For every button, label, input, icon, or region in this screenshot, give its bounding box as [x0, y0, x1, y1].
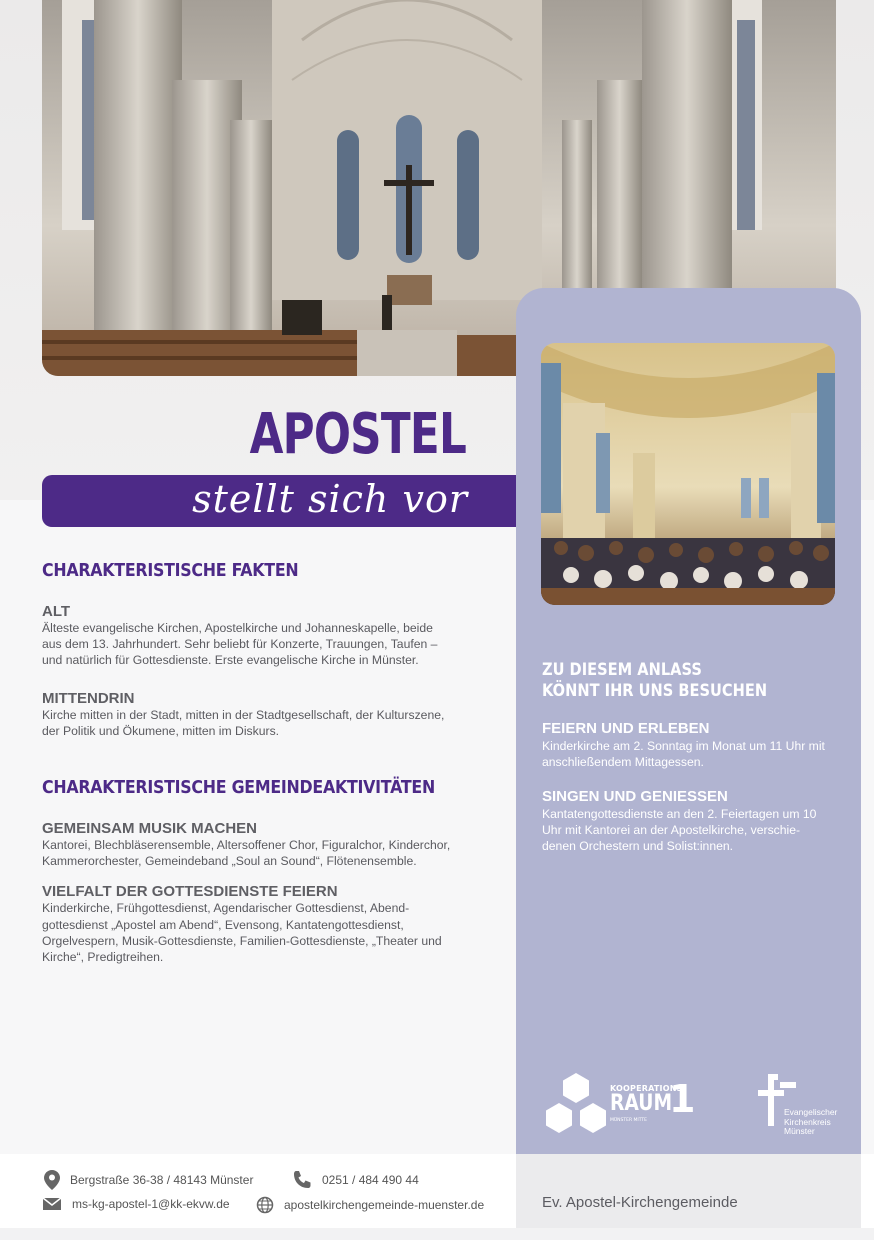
visit-text-line: Kinderkirche am 2. Sonntag im Monat um 11 Uhr mit	[542, 739, 825, 753]
footer-phone[interactable]	[292, 1170, 419, 1190]
activity-text-line: Kantorei, Blechbläserensemble, Altersoffener Chor, Figuralchor, Kinderchor,	[42, 838, 451, 853]
globe-icon	[256, 1196, 274, 1214]
page-title: APOSTEL	[249, 402, 466, 467]
kirchenkreis-logo	[758, 1074, 848, 1138]
visit-panel	[516, 288, 861, 1154]
kooperationsraum-line2: RAUM	[610, 1091, 673, 1116]
bottom-strip	[0, 1228, 874, 1240]
activity-text-line: Kinderkirche, Frühgottesdienst, Agendarischer Gottesdienst, Abend-	[42, 901, 410, 916]
congregation-photo	[541, 343, 835, 605]
fact-title: MITTENDRIN	[42, 689, 135, 707]
visit-text-line: Uhr mit Kantorei an der Apostelkirche, verschie-	[542, 823, 801, 837]
activities-heading: CHARAKTERISTISCHE GEMEINDEAKTIVITÄTEN	[42, 777, 435, 799]
fact-item-mittendrin	[42, 690, 472, 739]
visit-heading-line: KÖNNT IHR UNS BESUCHEN	[542, 681, 768, 701]
visit-text-line: anschließendem Mittagessen.	[542, 755, 704, 769]
fact-text-line: und natürlich für Gottesdienste. Erste evangelische Kirche in Münster.	[42, 653, 419, 668]
website-text: apostelkirchengemeinde-muenster.de	[284, 1198, 485, 1212]
activity-text-line: Kirche“, Predigtreihen.	[42, 950, 164, 965]
footer-address	[44, 1170, 253, 1190]
activity-title: VIELFALT DER GOTTESDIENSTE FEIERN	[42, 883, 338, 901]
activity-text-line: Orgelvespern, Musik-Gottesdienste, Familien-Gottesdienste, „Theater und	[42, 933, 442, 948]
visit-item-title: FEIERN UND ERLEBEN	[542, 720, 710, 737]
fact-item-alt	[42, 603, 472, 669]
footer-website[interactable]	[256, 1196, 484, 1214]
kirchenkreis-line: Münster	[784, 1126, 815, 1136]
mail-icon	[42, 1196, 62, 1212]
footer-email[interactable]	[42, 1196, 230, 1212]
visit-heading	[542, 660, 767, 702]
activity-item-gottesdienste	[42, 883, 472, 965]
location-pin-icon	[44, 1170, 60, 1190]
left-column	[42, 560, 472, 965]
email-text: ms-kg-apostel-1@kk-ekvw.de	[72, 1197, 230, 1211]
phone-icon	[292, 1170, 312, 1190]
subtitle-text: stellt sich vor	[192, 477, 468, 521]
kooperationsraum-line1: KOOPERATIONS	[610, 1084, 683, 1093]
activity-text-line: gottesdienst „Apostel am Abend“, Evensong, Kantatengottesdienst,	[42, 917, 404, 932]
kooperationsraum-tagline: MÜNSTER MITTE	[610, 1118, 648, 1123]
kirchenkreis-line: Evangelischer	[784, 1107, 838, 1117]
kooperationsraum-logo	[542, 1073, 696, 1135]
visit-item-text	[542, 738, 825, 770]
phone-text: 0251 / 484 490 44	[322, 1173, 419, 1187]
facts-heading: CHARAKTERISTISCHE FAKTEN	[42, 560, 299, 581]
fact-title: ALT	[42, 603, 71, 620]
activity-text-line: Kammerorchester, Gemeindeband „Soul an Sound“, Flötenensemble.	[42, 854, 417, 869]
fact-text-line: der Politik und Ökumene, mitten im Diskurs.	[42, 723, 280, 738]
activity-item-musik	[42, 820, 472, 869]
visit-item-text	[542, 806, 816, 854]
activity-title: GEMEINSAM MUSIK MACHEN	[42, 820, 258, 838]
fact-text-line: Älteste evangelische Kirchen, Apostelkirche und Johanneskapelle, beide	[42, 621, 433, 635]
visit-text-line: Kantatengottesdienste an den 2. Feiertagen um 10	[542, 807, 817, 821]
fact-text-line: aus dem 13. Jahrhundert. Sehr beliebt für Konzerte, Trauungen, Taufen –	[42, 637, 438, 652]
fact-text-line: Kirche mitten in der Stadt, mitten in der Stadtgesellschaft, der Kulturszene,	[42, 707, 445, 722]
kooperationsraum-number: 1	[669, 1077, 696, 1121]
footer-organization-box	[516, 1154, 861, 1228]
address-text: Bergstraße 36-38 / 48143 Münster	[70, 1173, 254, 1187]
visit-text-line: denen Orchestern und Solist:innen.	[542, 839, 734, 853]
kirchenkreis-line: Kirchenkreis	[784, 1116, 831, 1127]
visit-item-title: SINGEN UND GENIESSEN	[542, 788, 728, 805]
visit-heading-line: ZU DIESEM ANLASS	[542, 660, 702, 680]
organization-name: Ev. Apostel-Kirchengemeinde	[542, 1194, 738, 1211]
subtitle-banner	[42, 475, 516, 527]
